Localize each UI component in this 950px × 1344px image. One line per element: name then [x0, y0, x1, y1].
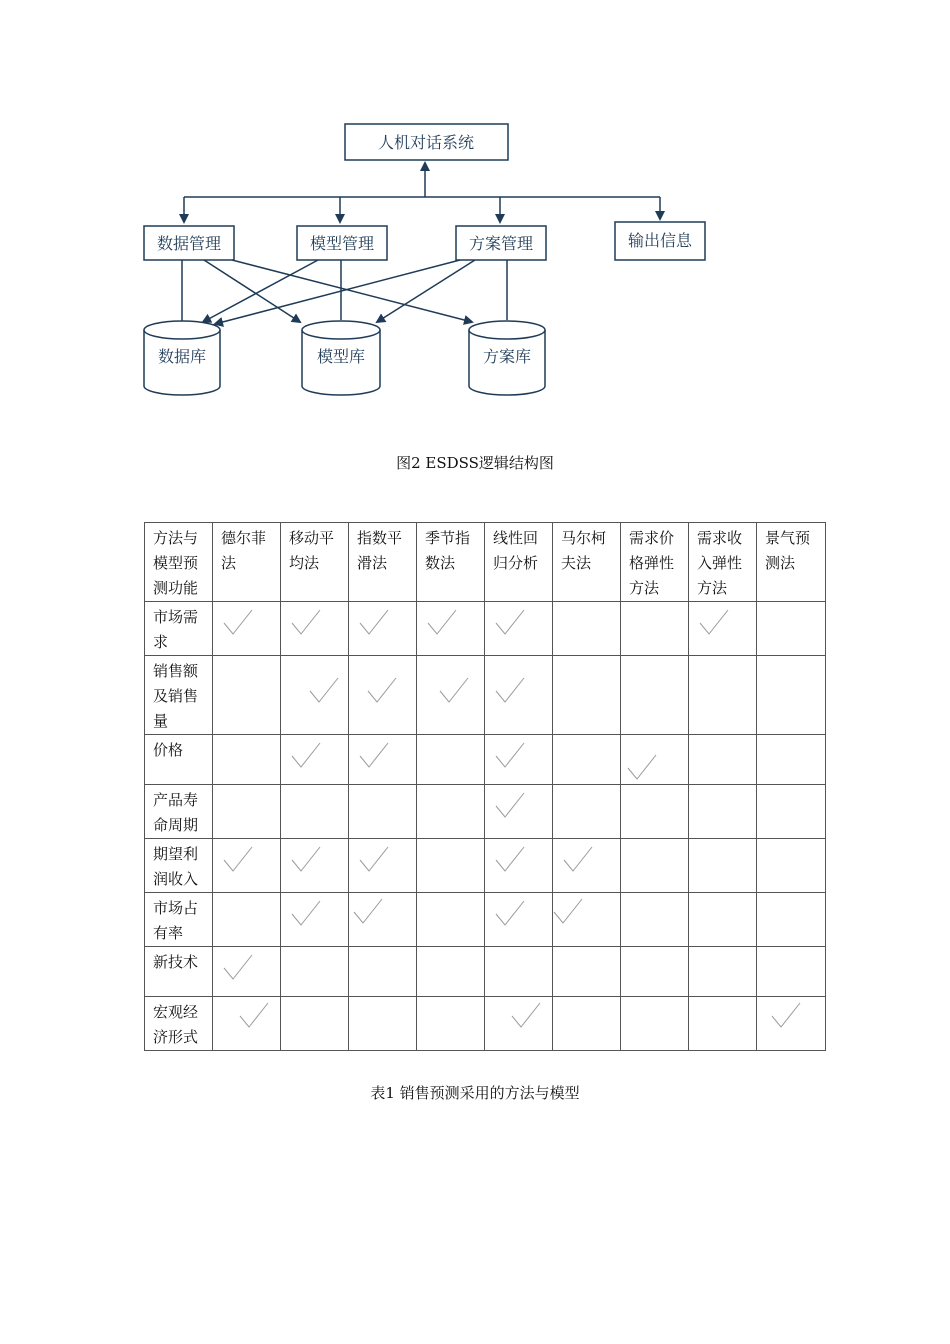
table-cell — [621, 656, 689, 735]
table-row — [145, 735, 826, 785]
checkmark-icon — [495, 608, 525, 636]
table-cell — [485, 839, 553, 893]
checkmark-icon — [359, 608, 389, 636]
row-label-cell: 宏观经济形式 — [145, 997, 213, 1051]
table-cell — [621, 893, 689, 947]
header-cell: 需求价格弹性方法 — [621, 523, 689, 602]
table-row — [145, 785, 826, 839]
table-row — [145, 947, 826, 997]
checkmark-icon — [359, 741, 389, 769]
checkmark-icon — [427, 608, 457, 636]
header-cell: 景气预测法 — [757, 523, 826, 602]
checkmark-icon — [495, 899, 525, 927]
figure-caption: 图2 ESDSS逻辑结构图 — [396, 454, 554, 472]
checkmark-icon — [495, 741, 525, 769]
row-label-cell: 销售额及销售量 — [145, 656, 213, 735]
table-row — [145, 893, 826, 947]
header-cell: 需求收入弹性方法 — [689, 523, 757, 602]
header-cell: 移动平均法 — [281, 523, 349, 602]
table-cell — [485, 785, 553, 839]
methods-table — [144, 522, 826, 1051]
table-cell — [485, 997, 553, 1051]
table-cell — [553, 893, 621, 947]
table-cell — [553, 839, 621, 893]
checkmark-icon — [627, 753, 657, 781]
checkmark-icon — [291, 741, 321, 769]
scheme-management-label: 方案管理 — [468, 234, 534, 253]
table-cell — [281, 997, 349, 1051]
checkmark-icon — [359, 845, 389, 873]
table-cell — [281, 785, 349, 839]
checkmark-icon — [495, 791, 525, 819]
table-cell — [689, 656, 757, 735]
table-cell — [485, 602, 553, 656]
table-cell — [689, 893, 757, 947]
table-cell — [417, 785, 485, 839]
table-cell — [417, 735, 485, 785]
top-box-label: 人机对话系统 — [377, 133, 475, 152]
table-cell — [621, 839, 689, 893]
checkmark-icon — [223, 845, 253, 873]
scheme-base-label: 方案库 — [482, 347, 532, 366]
table-cell — [621, 785, 689, 839]
row-label-cell: 产品寿命周期 — [145, 785, 213, 839]
data-management-label: 数据管理 — [156, 234, 222, 253]
table-cell — [281, 839, 349, 893]
row-label-cell: 新技术 — [145, 947, 213, 997]
checkmark-icon — [553, 897, 583, 925]
table-cell — [621, 602, 689, 656]
table-cell — [485, 893, 553, 947]
table-cell — [485, 656, 553, 735]
table-cell — [689, 947, 757, 997]
database-label: 数据库 — [157, 347, 207, 366]
checkmark-icon — [291, 608, 321, 636]
header-cell: 方法与模型预测功能 — [145, 523, 213, 602]
table-row — [145, 602, 826, 656]
table-cell — [213, 656, 281, 735]
checkmark-icon — [511, 1001, 541, 1029]
table-cell — [349, 735, 417, 785]
table-cell — [213, 785, 281, 839]
table-cell — [349, 839, 417, 893]
table-cell — [349, 997, 417, 1051]
table-cell — [417, 839, 485, 893]
table-cell — [213, 947, 281, 997]
table-row — [145, 839, 826, 893]
table-cell — [553, 656, 621, 735]
model-base-label: 模型库 — [316, 347, 366, 366]
checkmark-icon — [291, 899, 321, 927]
checkmark-icon — [223, 608, 253, 636]
checkmark-icon — [495, 676, 525, 704]
table-cell — [621, 735, 689, 785]
table-row — [145, 997, 826, 1051]
table-cell — [553, 602, 621, 656]
row-label-cell: 期望利润收入 — [145, 839, 213, 893]
checkmark-icon — [771, 1001, 801, 1029]
table-cell — [757, 735, 826, 785]
table-row — [145, 656, 826, 735]
table-cell — [213, 839, 281, 893]
table-cell — [213, 893, 281, 947]
checkmark-icon — [291, 845, 321, 873]
table-cell — [757, 893, 826, 947]
table-cell — [213, 997, 281, 1051]
table-cell — [281, 947, 349, 997]
header-cell: 马尔柯夫法 — [553, 523, 621, 602]
table-cell — [757, 785, 826, 839]
table-cell — [349, 947, 417, 997]
table-cell — [281, 893, 349, 947]
checkmark-icon — [353, 897, 383, 925]
table-cell — [485, 735, 553, 785]
table-cell — [689, 735, 757, 785]
table-cell — [553, 997, 621, 1051]
table-cell — [553, 947, 621, 997]
table-cell — [417, 602, 485, 656]
table-cell — [281, 656, 349, 735]
table-cell — [757, 656, 826, 735]
table-cell — [417, 656, 485, 735]
table-cell — [553, 785, 621, 839]
table-cell — [757, 602, 826, 656]
table-cell — [689, 839, 757, 893]
row-label-cell: 市场占有率 — [145, 893, 213, 947]
checkmark-icon — [439, 676, 469, 704]
checkmark-icon — [563, 845, 593, 873]
table-caption: 表1 销售预测采用的方法与模型 — [370, 1084, 580, 1102]
header-cell: 季节指数法 — [417, 523, 485, 602]
checkmark-icon — [699, 608, 729, 636]
table-cell — [757, 947, 826, 997]
header-cell: 指数平滑法 — [349, 523, 417, 602]
table-cell — [485, 947, 553, 997]
checkmark-icon — [309, 676, 339, 704]
table-cell — [281, 602, 349, 656]
model-management-label: 模型管理 — [309, 234, 375, 253]
table-cell — [213, 735, 281, 785]
table-cell — [349, 656, 417, 735]
checkmark-icon — [239, 1001, 269, 1029]
table-cell — [553, 735, 621, 785]
table-cell — [689, 785, 757, 839]
table-cell — [621, 997, 689, 1051]
checkmark-icon — [223, 953, 253, 981]
checkmark-icon — [495, 845, 525, 873]
table-cell — [417, 997, 485, 1051]
esdss-logic-diagram — [0, 0, 950, 440]
table-cell — [349, 602, 417, 656]
row-label-cell: 价格 — [145, 735, 213, 785]
header-cell: 德尔菲法 — [213, 523, 281, 602]
table-cell — [417, 893, 485, 947]
table-cell — [689, 997, 757, 1051]
row-label-cell: 市场需求 — [145, 602, 213, 656]
table-cell — [417, 947, 485, 997]
table-header-row — [145, 523, 826, 602]
table-cell — [689, 602, 757, 656]
table-cell — [281, 735, 349, 785]
header-cell: 线性回归分析 — [485, 523, 553, 602]
checkmark-icon — [367, 676, 397, 704]
table-cell — [349, 785, 417, 839]
table-cell — [213, 602, 281, 656]
table-cell — [621, 947, 689, 997]
table-cell — [757, 839, 826, 893]
table-cell — [757, 997, 826, 1051]
output-info-label: 输出信息 — [627, 231, 693, 250]
table-cell — [349, 893, 417, 947]
